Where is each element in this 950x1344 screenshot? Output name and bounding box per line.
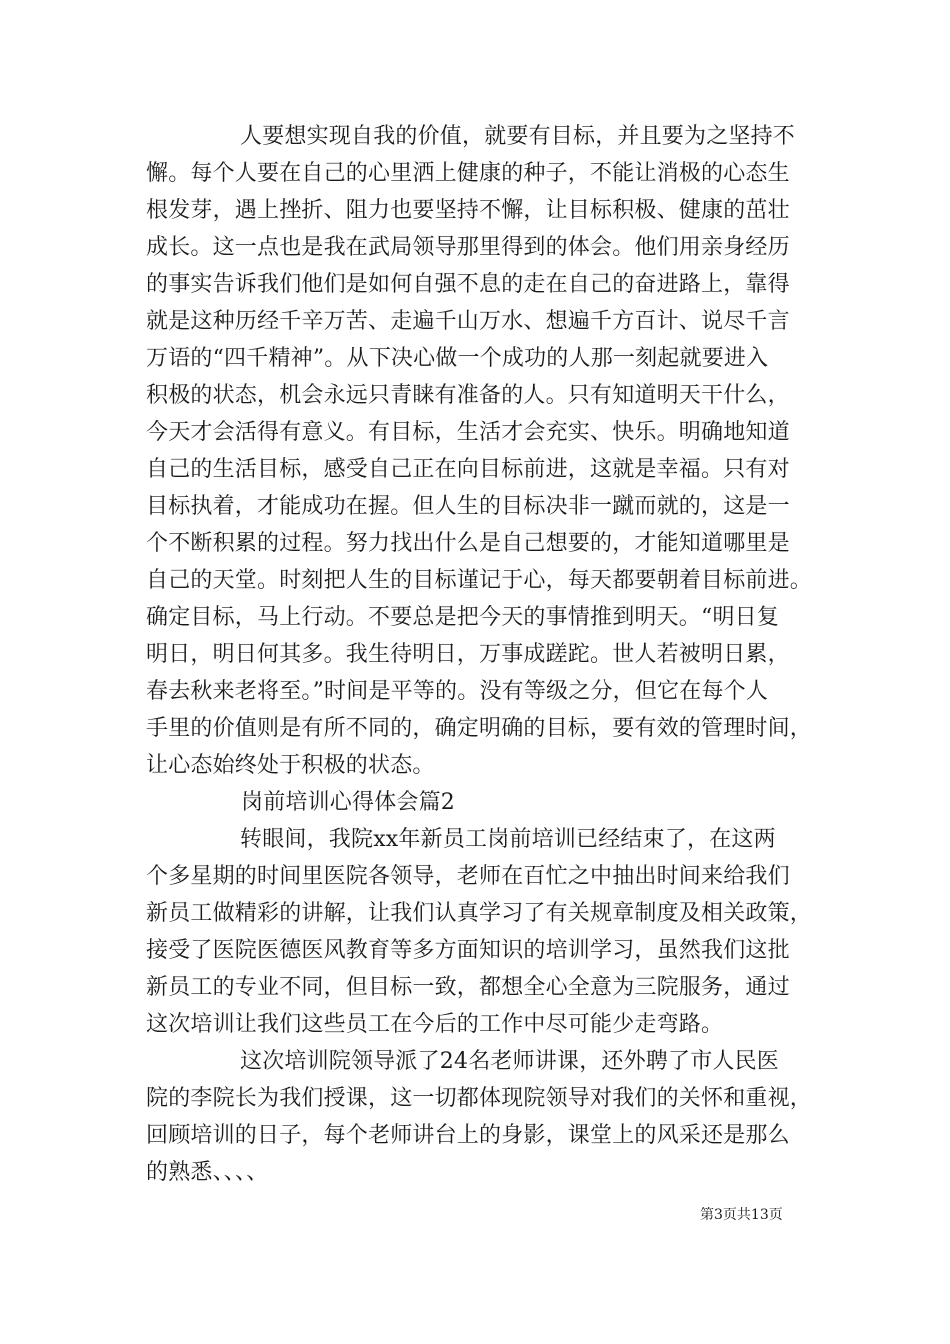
text-line: 人要想实现自我的价值，就要有目标，并且要为之坚持不 [240,124,796,149]
text-line: 明日，明日何其多。我生待明日，万事成蹉跎。世人若被明日累， [146,642,790,667]
text-line: 个不断积累的过程。努力找出什么是自己想要的，才能知道哪里是 [146,531,790,556]
page-number: 第3页共13页 [700,1207,783,1223]
text-line: 积极的状态，机会永远只青睐有准备的人。只有知道明天干什么， [146,383,790,408]
text-line: 回顾培训的日子，每个老师讲台上的身影，课堂上的风采还是那么 [146,1123,790,1148]
section-heading: 岗前培训心得体会篇2 [241,790,455,815]
text-line: 根发芽，遇上挫折、阻力也要坚持不懈，让目标积极、健康的茁壮 [146,198,790,223]
text-line: 的熟悉、、、、 [146,1160,269,1185]
text-line: 确定目标，马上行动。不要总是把今天的事情推到明天。“明日复 [146,605,780,630]
text-line: 这次培训院领导派了24名老师讲课，还外聘了市人民医 [240,1049,779,1074]
text-line: 接受了医院医德医风教育等多方面知识的培训学习，虽然我们这批 [146,938,790,963]
text-line: 新员工做精彩的讲解，让我们认真学习了有关规章制度及相关政策， [146,901,813,926]
text-line: 成长。这一点也是我在武局领导那里得到的体会。他们用亲身经历 [146,235,790,260]
text-line: 今天才会活得有意义。有目标，生活才会充实、快乐。明确地知道 [146,420,790,445]
text-line: 这次培训让我们这些员工在今后的工作中尽可能少走弯路。 [146,1012,724,1037]
text-line: 院的李院长为我们授课，这一切都体现院领导对我们的关怀和重视， [146,1086,813,1111]
text-line: 春去秋来老将至。”时间是平等的。没有等级之分，但它在每个人 [146,679,769,704]
text-line: 个多星期的时间里医院各领导，老师在百忙之中抽出时间来给我们 [146,864,790,889]
text-line: 目标执着，才能成功在握。但人生的目标决非一蹴而就的，这是一 [146,494,790,519]
text-line: 手里的价值则是有所不同的，确定明确的目标，要有效的管理时间， [146,716,813,741]
text-line: 的事实告诉我们他们是如何自强不息的走在自己的奋进路上，靠得 [146,272,790,297]
text-line: 让心态始终处于积极的状态。 [146,753,435,778]
text-line: 自己的生活目标，感受自己正在向目标前进，这就是幸福。只有对 [146,457,790,482]
text-line: 懈。每个人要在自己的心里洒上健康的种子，不能让消极的心态生 [146,161,790,186]
text-line: 新员工的专业不同，但目标一致，都想全心全意为三院服务，通过 [146,975,790,1000]
text-line: 万语的“四千精神”。从下决心做一个成功的人那一刻起就要进入 [146,346,769,371]
text-line: 自己的天堂。时刻把人生的目标谨记于心，每天都要朝着目标前进。 [146,568,813,593]
text-line: 就是这种历经千辛万苦、走遍千山万水、想遍千方百计、说尽千言 [146,309,790,334]
text-line: 转眼间，我院xx年新员工岗前培训已经结束了，在这两 [240,827,776,852]
